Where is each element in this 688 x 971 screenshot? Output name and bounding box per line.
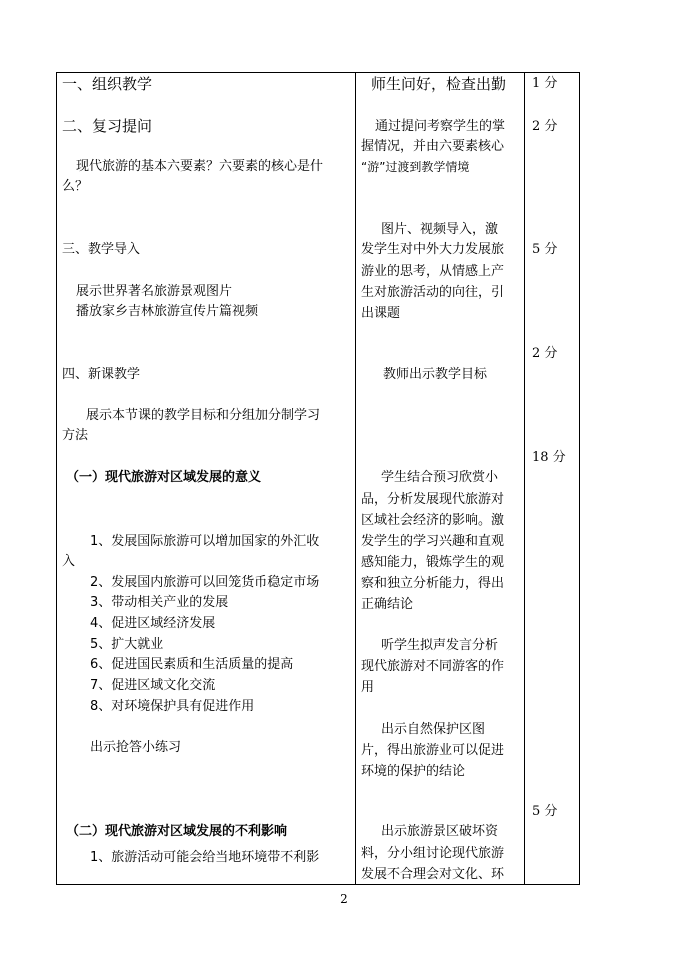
intro-item-2: 播放家乡吉林旅游宣传片篇视频 xyxy=(76,304,259,319)
activity-review-3: “游”过渡到教学情境 xyxy=(361,160,470,174)
significance-item-5: 5、扩大就业 xyxy=(90,637,164,652)
activity-protection-2: 片，得出旅游业可以促进 xyxy=(361,743,505,758)
activity-protection-3: 环境的保护的结论 xyxy=(361,764,466,779)
practice-text: 出示抢答小练习 xyxy=(90,740,182,755)
significance-item-1b: 入 xyxy=(62,554,76,569)
activity-discussion-3: 用 xyxy=(361,680,375,695)
intro-item-1: 展示世界著名旅游景观图片 xyxy=(76,284,233,299)
section-organize: 一、组织教学 xyxy=(62,75,153,93)
time-significance: 18 分 xyxy=(532,450,566,465)
column-divider-1 xyxy=(355,72,356,885)
activity-intro-5: 出课题 xyxy=(361,306,401,321)
review-question-line2: 么？ xyxy=(62,179,89,194)
significance-item-7: 7、促进区域文化交流 xyxy=(90,678,216,693)
activity-negative-1: 出示旅游景区破坏资 xyxy=(381,824,499,839)
section-intro: 三、教学导入 xyxy=(62,242,141,257)
goal-line1: 展示本节课的教学目标和分组加分制学习 xyxy=(86,408,321,423)
activity-discussion-2: 现代旅游对不同游客的作 xyxy=(361,659,505,674)
significance-item-1a: 1、发展国际旅游可以增加国家的外汇收 xyxy=(90,534,320,549)
activity-review-2: 握情况，并由六要素核心 xyxy=(361,139,505,154)
activity-greeting: 师生问好，检查出勤 xyxy=(371,75,507,93)
activity-significance-3: 区域社会经济的影响。激 xyxy=(361,513,505,528)
time-goals: 2 分 xyxy=(532,346,558,361)
significance-item-8: 8、对环境保护具有促进作用 xyxy=(90,699,255,714)
subsection-significance: （一）现代旅游对区域发展的意义 xyxy=(66,470,262,485)
activity-negative-3: 发展不合理会对文化、环 xyxy=(361,867,505,882)
activity-significance-1: 学生结合预习欣赏小 xyxy=(381,470,499,485)
time-organize: 1 分 xyxy=(532,76,558,91)
significance-item-6: 6、促进国民素质和生活质量的提高 xyxy=(90,657,294,672)
activity-significance-5: 感知能力，锻炼学生的观 xyxy=(361,555,505,570)
page-number: 2 xyxy=(340,892,348,906)
time-review: 2 分 xyxy=(532,119,558,134)
activity-significance-2: 品，分析发展现代旅游对 xyxy=(361,492,505,507)
time-negative: 5 分 xyxy=(532,804,558,819)
review-question-line1: 现代旅游的基本六要素？六要素的核心是什 xyxy=(76,159,324,174)
activity-goals: 教师出示教学目标 xyxy=(383,367,488,382)
activity-intro-4: 生对旅游活动的向往，引 xyxy=(361,285,505,300)
activity-discussion-1: 听学生拟声发言分析 xyxy=(381,638,499,653)
goal-line2: 方法 xyxy=(62,428,89,443)
negative-item-1: 1、旅游活动可能会给当地环境带不利影 xyxy=(90,850,320,865)
significance-item-3: 3、带动相关产业的发展 xyxy=(90,595,229,610)
activity-review-1: 通过提问考察学生的掌 xyxy=(375,119,506,134)
significance-item-4: 4、促进区域经济发展 xyxy=(90,616,216,631)
activity-intro-1: 图片、视频导入，激 xyxy=(381,222,499,237)
activity-intro-3: 游业的思考，从情感上产 xyxy=(361,264,505,279)
section-new-lesson: 四、新课教学 xyxy=(62,367,141,382)
activity-significance-6: 察和独立分析能力，得出 xyxy=(361,576,505,591)
activity-protection-1: 出示自然保护区图 xyxy=(381,722,486,737)
significance-item-2: 2、发展国内旅游可以回笼货币稳定市场 xyxy=(90,575,320,590)
activity-significance-4: 发学生的学习兴趣和直观 xyxy=(361,534,505,549)
activity-significance-7: 正确结论 xyxy=(361,597,414,612)
activity-negative-2: 料，分小组讨论现代旅游 xyxy=(361,846,505,861)
time-intro: 5 分 xyxy=(532,242,558,257)
section-review: 二、复习提问 xyxy=(62,117,153,135)
column-divider-2 xyxy=(524,72,525,885)
activity-intro-2: 发学生对中外大力发展旅 xyxy=(361,242,505,257)
subsection-negative: （二）现代旅游对区域发展的不利影响 xyxy=(66,824,288,839)
